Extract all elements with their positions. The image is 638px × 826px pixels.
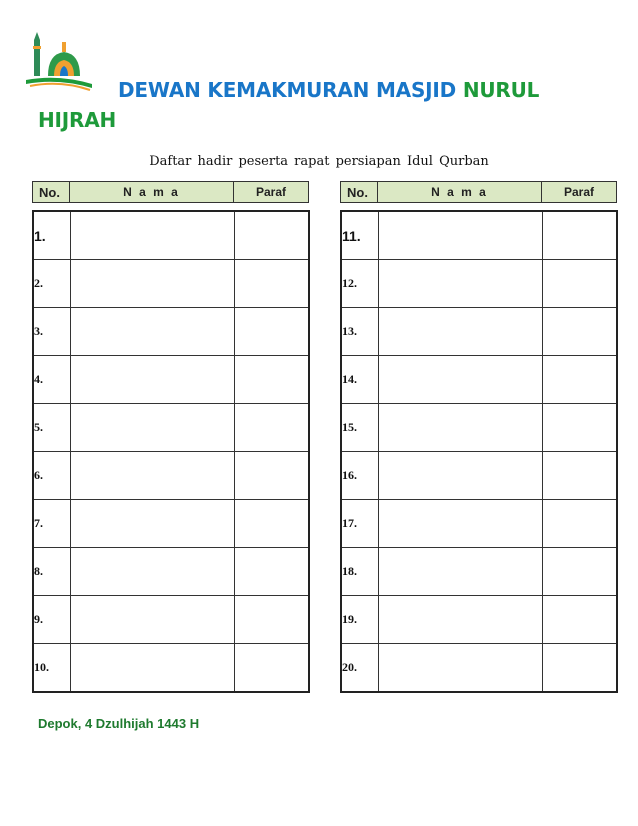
nama-cell[interactable] [70,211,234,260]
nama-cell[interactable] [70,452,234,500]
title-blue: DEWAN KEMAKMURAN MASJID [118,78,457,102]
paraf-cell[interactable] [234,404,309,452]
nama-cell[interactable] [70,308,234,356]
row-number: 16. [341,452,378,500]
paraf-cell[interactable] [542,596,617,644]
nama-cell[interactable] [378,404,542,452]
attendance-row [33,404,309,452]
column-no-header: No. [33,182,70,203]
attendance-row [341,404,617,452]
paraf-cell[interactable] [234,452,309,500]
paraf-cell[interactable] [234,308,309,356]
nama-cell[interactable] [378,211,542,260]
row-number: 10. [33,644,70,693]
nama-cell[interactable] [70,404,234,452]
attendance-row [33,308,309,356]
attendance-row [341,211,617,260]
column-paraf-header: Paraf [234,182,309,203]
attendance-row [341,500,617,548]
column-nama-header: N a m a [378,182,542,203]
nama-cell[interactable] [378,452,542,500]
nama-cell[interactable] [378,308,542,356]
row-number: 7. [33,500,70,548]
paraf-cell[interactable] [542,644,617,693]
paraf-cell[interactable] [542,211,617,260]
attendance-row [33,211,309,260]
paraf-cell[interactable] [542,548,617,596]
row-number: 17. [341,500,378,548]
attendance-row [341,308,617,356]
attendance-row [341,452,617,500]
paraf-cell[interactable] [542,452,617,500]
column-paraf-header: Paraf [542,182,617,203]
row-number: 4. [33,356,70,404]
row-number: 12. [341,260,378,308]
row-number: 14. [341,356,378,404]
column-no-header: No. [341,182,378,203]
attendance-row [33,260,309,308]
row-number: 15. [341,404,378,452]
row-number: 1. [33,211,70,260]
row-number: 6. [33,452,70,500]
nama-cell[interactable] [378,356,542,404]
paraf-cell[interactable] [542,404,617,452]
paraf-cell[interactable] [234,211,309,260]
paraf-cell[interactable] [542,308,617,356]
paraf-cell[interactable] [542,356,617,404]
paraf-cell[interactable] [542,260,617,308]
right-header-table [340,181,617,203]
nama-cell[interactable] [70,596,234,644]
right-attendance-table [340,210,618,693]
row-number: 2. [33,260,70,308]
row-number: 5. [33,404,70,452]
paraf-cell[interactable] [234,596,309,644]
nama-cell[interactable] [70,260,234,308]
nama-cell[interactable] [70,500,234,548]
row-number: 8. [33,548,70,596]
attendance-row [33,356,309,404]
date-footer: Depok, 4 Dzulhijah 1443 H [38,716,200,731]
left-attendance-table [32,210,310,693]
attendance-row [341,596,617,644]
nama-cell[interactable] [378,644,542,693]
row-number: 9. [33,596,70,644]
document-subtitle: Daftar hadir peserta rapat persiapan Idul Qurban [149,154,489,169]
attendance-row [33,596,309,644]
left-header-table [32,181,309,203]
row-number: 20. [341,644,378,693]
row-number: 13. [341,308,378,356]
title-green-part2: HIJRAH [38,108,117,132]
row-number: 18. [341,548,378,596]
organization-title [38,76,598,134]
row-number: 11. [341,211,378,260]
attendance-row [341,260,617,308]
attendance-row [341,356,617,404]
row-number: 19. [341,596,378,644]
nama-cell[interactable] [70,356,234,404]
nama-cell[interactable] [70,548,234,596]
attendance-row [33,500,309,548]
nama-cell[interactable] [378,260,542,308]
row-number: 3. [33,308,70,356]
paraf-cell[interactable] [234,500,309,548]
paraf-cell[interactable] [542,500,617,548]
attendance-row [33,644,309,693]
attendance-row [341,644,617,693]
column-nama-header: N a m a [70,182,234,203]
paraf-cell[interactable] [234,260,309,308]
paraf-cell[interactable] [234,644,309,693]
paraf-cell[interactable] [234,356,309,404]
attendance-row [33,548,309,596]
attendance-row [341,548,617,596]
nama-cell[interactable] [378,596,542,644]
title-green-part1: NURUL [462,78,540,102]
attendance-row [33,452,309,500]
paraf-cell[interactable] [234,548,309,596]
nama-cell[interactable] [378,500,542,548]
nama-cell[interactable] [70,644,234,693]
nama-cell[interactable] [378,548,542,596]
